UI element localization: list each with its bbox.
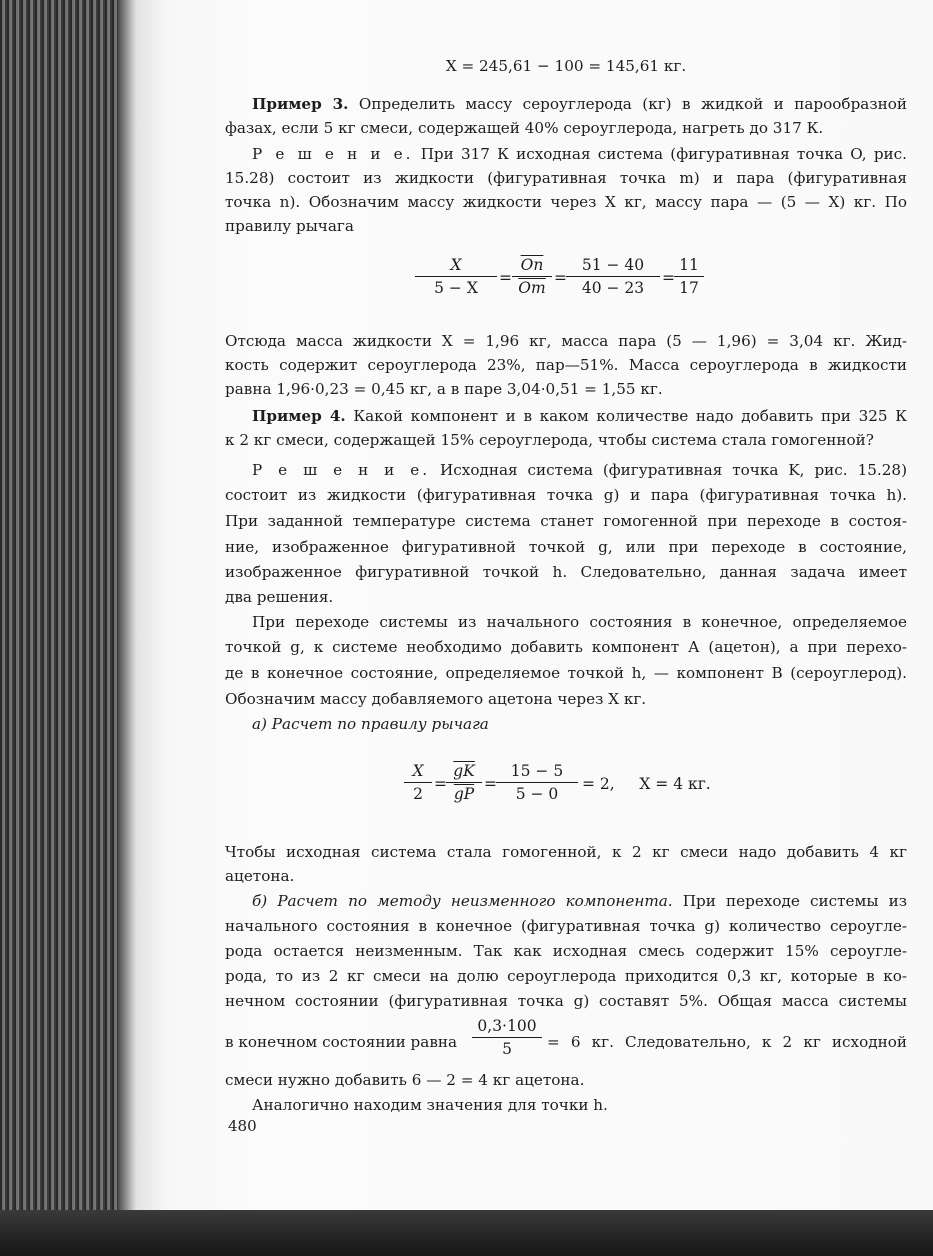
example-4-line-1: Пример 4. Какой компонент и в каком количестве надо добавить при 325 К xyxy=(252,407,908,425)
eq1-fraction-4: $\frac{11}{17}$ xyxy=(674,256,704,297)
final-line: Аналогично находим значения для точки h. xyxy=(252,1096,608,1114)
paragraph-3-line-1: Отсюда масса жидкости X = 1,96 кг, масса пара (5 — 1,96) = 3,04 кг. Жид- xyxy=(225,332,907,350)
solution-4-line-1: Р е ш е н и е. Исходная система (фигуративная точка K, рис. 15.28) xyxy=(252,461,907,479)
eq1-fraction-2: $\frac{\overline{On}}{Om}$ xyxy=(512,256,552,297)
section-b-line-1: б) Расчет по методу неизменного компонента. При переходе системы из xyxy=(252,892,907,910)
section-b-line-2: начального состояния в конечное (фигуративная точка g) количество сероугле- xyxy=(225,917,907,935)
section-a-heading: а) Расчет по правилу рычага xyxy=(252,715,489,733)
paragraph-6-line-1: Чтобы исходная система стала гомогенной, к 2 кг смеси надо добавить 4 кг xyxy=(225,843,907,861)
section-b-line-6-start: в конечном состоянии равна xyxy=(225,1033,458,1051)
solution-3-line-1: Р е ш е н и е. При 317 К исходная система (фигуративная точка O, рис. xyxy=(252,145,907,163)
solution-label: Р е ш е н и е. xyxy=(252,145,414,163)
solution-label: Р е ш е н и е. xyxy=(252,461,431,479)
eq2-equals-1: = xyxy=(434,775,447,793)
eq2-equals-2: = xyxy=(484,775,497,793)
eq1-equals-1: = xyxy=(499,269,512,287)
example-4-label: Пример 4. xyxy=(252,407,346,425)
paragraph-5-line-4: Обозначим массу добавляемого ацетона через X кг. xyxy=(225,690,647,708)
solution-4-line-4: ние, изображенное фигуративной точкой g, или при переходе в состояние, xyxy=(225,538,907,556)
section-b-line-5: нечном состоянии (фигуративная точка g) составят 5%. Общая масса системы xyxy=(225,992,907,1010)
example-3-label: Пример 3. xyxy=(252,95,349,113)
paragraph-5-line-2: точкой g, к системе необходимо добавить компонент А (ацетон), а при перехо- xyxy=(225,638,907,656)
eq2-result: = 2, X = 4 кг. xyxy=(582,775,711,793)
page-number: 480 xyxy=(228,1117,257,1135)
eq2-fraction-3: $\frac{15 - 5}{5 - 0}$ xyxy=(496,762,578,803)
solution-4-line-3: При заданной температуре система станет гомогенной при переходе в состоя- xyxy=(225,512,907,530)
solution-3-line-3: точка n). Обозначим массу жидкости через X кг, массу пара — (5 — X) кг. По xyxy=(225,193,907,211)
section-b-line-4: рода, то из 2 кг смеси на долю сероуглерода приходится 0,3 кг, которые в ко- xyxy=(225,967,907,985)
section-b-line-7: смеси нужно добавить 6 — 2 = 4 кг ацетона. xyxy=(225,1071,585,1089)
solution-3-line-2: 15.28) состоит из жидкости (фигуративная точка m) и пара (фигуративная xyxy=(225,169,907,187)
paragraph-6-line-2: ацетона. xyxy=(225,867,295,885)
example-4-line-2: к 2 кг смеси, содержащей 15% сероуглерода, чтобы система стала гомогенной? xyxy=(225,431,874,449)
eq1-fraction-3: $\frac{51 - 40}{40 - 23}$ xyxy=(566,256,660,297)
section-b-heading: б) Расчет по методу неизменного компонента. xyxy=(252,892,673,910)
section-b-line-6-end: = 6 кг. Следовательно, к 2 кг исходной xyxy=(547,1033,907,1051)
eq2-fraction-1: $\frac{X}{2}$ xyxy=(404,762,432,803)
example-3-line-1: Пример 3. Определить массу сероуглерода (кг) в жидкой и парообразной xyxy=(252,95,908,113)
solution-4-line-6: два решения. xyxy=(225,588,334,606)
example-3-line-2: фазах, если 5 кг смеси, содержащей 40% сероуглерода, нагреть до 317 К. xyxy=(225,119,824,137)
eq1-fraction-1: $\frac{X}{5 - X}$ xyxy=(415,256,497,297)
paragraph-5-line-3: де в конечное состояние, определяемое точкой h, — компонент В (сероуглерод). xyxy=(225,664,907,682)
section-b-line-3: рода остается неизменным. Так как исходная смесь содержит 15% сероугле- xyxy=(225,942,907,960)
solution-3-line-4: правилу рычага xyxy=(225,217,354,235)
book-spine-shadow xyxy=(118,0,140,1256)
eq2-fraction-2: $\frac{\overline{gK}}{gP}$ xyxy=(446,762,482,803)
eq1-equals-2: = xyxy=(554,269,567,287)
paragraph-3-line-3: равна 1,96·0,23 = 0,45 кг, а в паре 3,04·0,51 = 1,55 кг. xyxy=(225,380,663,398)
paragraph-3-line-2: кость содержит сероуглерода 23%, пар—51%. Масса сероуглерода в жидкости xyxy=(225,356,907,374)
top-equation: X = 245,61 − 100 = 145,61 кг. xyxy=(445,57,687,75)
paragraph-5-line-1: При переходе системы из начального состояния в конечное, определяемое xyxy=(252,613,907,631)
eq1-equals-3: = xyxy=(662,269,675,287)
solution-4-line-5: изображенное фигуративной точкой h. Следовательно, данная задача имеет xyxy=(225,563,907,581)
section-b-fraction: $\frac{0,3\cdot 100}{5}$ xyxy=(472,1017,542,1058)
scan-bottom-border xyxy=(0,1210,933,1256)
solution-4-line-2: состоит из жидкости (фигуративная точка g) и пара (фигуративная точка h). xyxy=(225,486,907,504)
